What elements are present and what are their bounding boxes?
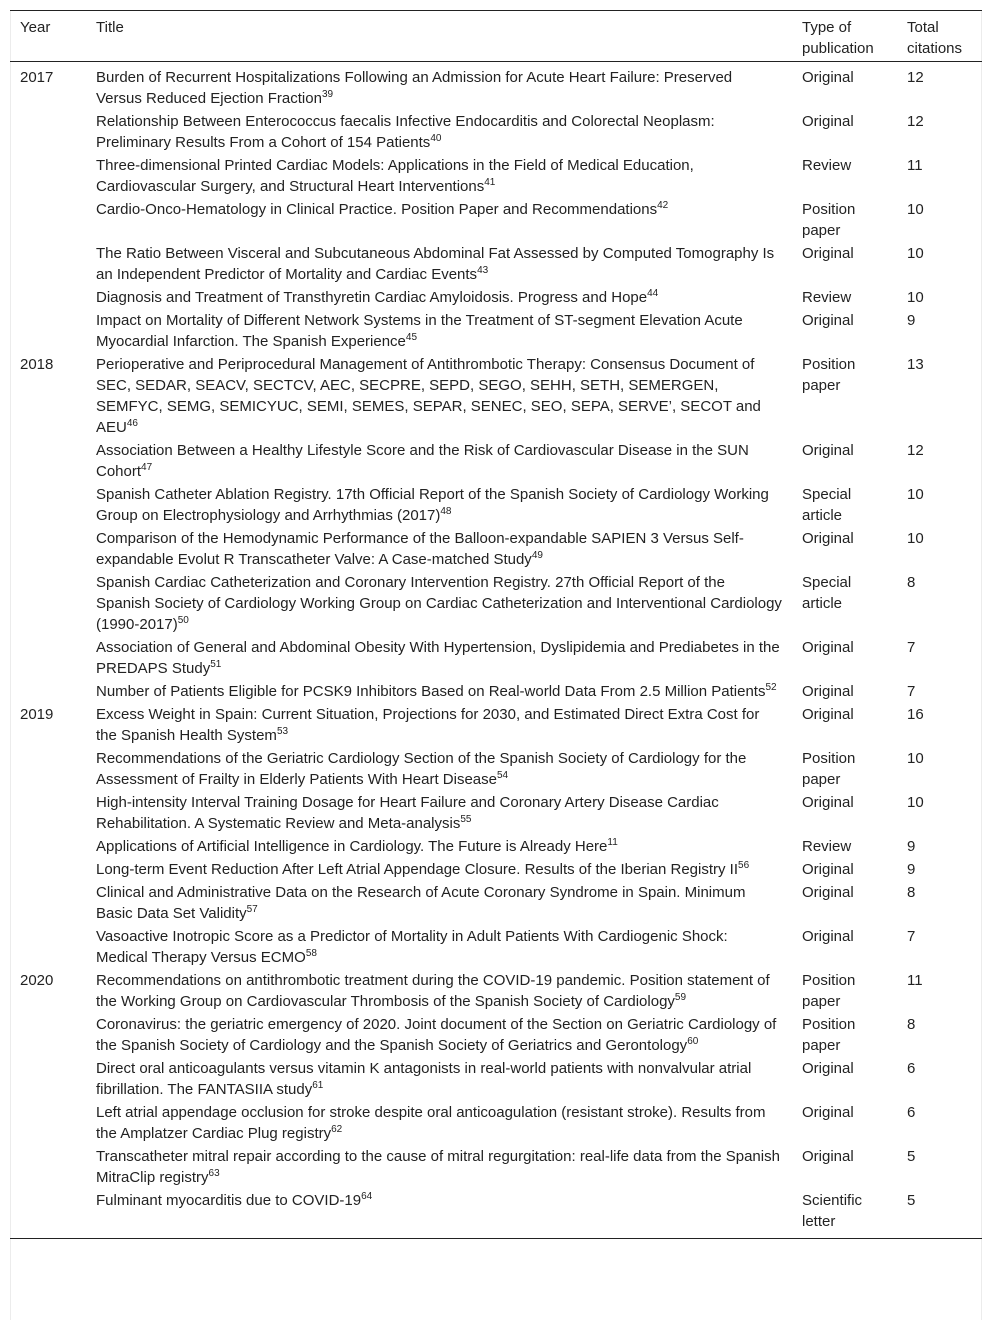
title-text: Left atrial appendage occlusion for stroke despite oral anticoagulation (resistant stroke). Results from the Amplatzer Cardiac Plug registry [96,1104,766,1142]
cell-type: Special article [802,486,852,524]
title-text: Coronavirus: the geriatric emergency of 2020. Joint document of the Section on Geriatric Cardiology of the Spanish Society of Cardiology and the Spanish Society of Geriatrics and Gerontology [96,1016,777,1054]
cell-citations: 12 [907,69,924,86]
reference-number: 42 [657,200,669,211]
cell-title [86,636,792,680]
cell-citations: 8 [907,574,916,591]
cell-citations: 8 [907,1016,916,1033]
table-row [10,835,982,858]
table-row [10,680,982,703]
reference-number: 55 [460,814,472,825]
cell-citations: 9 [907,312,916,329]
reference-number: 51 [210,659,222,670]
header-title: Title [86,11,792,62]
cell-citations: 10 [907,530,924,547]
table-row [10,198,982,242]
title-text: Relationship Between Enterococcus faecalis Infective Endocarditis and Colorectal Neoplasm: Preliminary Results From a Cohort of 154 Patients [96,113,715,151]
cell-title [86,680,792,703]
cell-year [10,286,86,309]
title-text: High-intensity Interval Training Dosage for Heart Failure and Coronary Artery Disease Cardiac Rehabilitation. A Systematic Review and Meta-analysis [96,794,719,832]
cell-year [10,198,86,242]
table-row [10,527,982,571]
table-row [10,925,982,969]
header-citations: Total citations [897,11,982,62]
table-body [10,62,982,1239]
cell-year [10,636,86,680]
title-text: Vasoactive Inotropic Score as a Predictor of Mortality in Adult Patients With Cardiogenic Shock: Medical Therapy Versus ECMO [96,928,728,966]
table-row [10,571,982,636]
reference-number: 61 [312,1080,324,1091]
table-row [10,858,982,881]
cell-year [10,881,86,925]
table-row [10,1013,982,1057]
cell-type: Original [802,794,854,811]
citations-table [10,10,982,1239]
reference-number: 64 [361,1191,373,1202]
cell-title [86,571,792,636]
cell-type: Position paper [802,1016,856,1054]
cell-type: Original [802,69,854,86]
table-row [10,969,982,1013]
cell-type: Original [802,861,854,878]
cell-title [86,286,792,309]
reference-number: 56 [738,860,750,871]
reference-number: 57 [246,904,258,915]
header-row [10,11,982,62]
cell-year [10,835,86,858]
cell-type: Special article [802,574,852,612]
cell-year [10,925,86,969]
cell-type: Original [802,312,854,329]
cell-citations: 10 [907,245,924,262]
cell-year [10,483,86,527]
title-text: Number of Patients Eligible for PCSK9 Inhibitors Based on Real-world Data From 2.5 Million Patients [96,683,766,700]
reference-number: 60 [687,1036,699,1047]
reference-number: 53 [276,726,289,737]
cell-title [86,703,792,747]
title-text: Spanish Cardiac Catheterization and Coronary Intervention Registry. 27th Official Report of the Spanish Society of Cardiology Working Group on Cardiac Catheterization and Interventional Cardiology (1990-2017) [96,574,782,633]
header-type: Type of publication [792,11,897,62]
reference-number: 59 [674,992,687,1003]
table-row [10,1101,982,1145]
reference-number: 52 [765,682,777,693]
title-text: The Ratio Between Visceral and Subcutaneous Abdominal Fat Assessed by Computed Tomography Is an Independent Predictor of Mortality and Cardiac Events [96,245,775,283]
cell-citations: 11 [907,157,923,174]
cell-type: Original [802,706,854,723]
cell-year: 2018 [20,356,54,373]
cell-year [10,680,86,703]
cell-title [86,62,792,111]
cell-type: Original [802,1104,854,1121]
cell-citations: 12 [907,442,924,459]
cell-year [10,1013,86,1057]
cell-citations: 10 [907,201,924,218]
title-text: Fulminant myocarditis due to COVID-19 [96,1192,362,1209]
table-row [10,110,982,154]
reference-number: 11 [607,837,618,848]
cell-year: 2020 [20,972,54,989]
cell-citations: 6 [907,1060,916,1077]
title-text: Burden of Recurrent Hospitalizations Following an Admission for Acute Heart Failure: Preserved Versus Reduced Ejection Fraction [96,69,733,107]
cell-type: Position paper [802,972,856,1010]
cell-citations: 10 [907,289,924,306]
reference-number: 47 [141,462,153,473]
reference-number: 54 [496,770,509,781]
cell-citations: 10 [907,794,924,811]
cell-type: Original [802,442,854,459]
cell-type: Review [802,289,852,306]
cell-title [86,527,792,571]
table-row [10,1057,982,1101]
cell-citations: 9 [907,838,916,855]
cell-title [86,969,792,1013]
reference-number: 48 [440,506,452,517]
reference-number: 62 [331,1124,343,1135]
cell-year [10,527,86,571]
cell-title [86,1101,792,1145]
title-text: Association of General and Abdominal Obesity With Hypertension, Dyslipidemia and Prediabetes in the PREDAPS Study [96,639,780,677]
cell-citations: 10 [907,486,924,503]
table-row [10,483,982,527]
cell-type: Original [802,683,854,700]
title-text: Applications of Artificial Intelligence in Cardiology. The Future is Already Here [96,838,608,855]
header-year: Year [10,11,86,62]
cell-title [86,1145,792,1189]
table-row [10,703,982,747]
title-text: Impact on Mortality of Different Network Systems in the Treatment of ST-segment Elevation Acute Myocardial Infarction. The Spanish Experience [96,312,743,350]
title-text: Direct oral anticoagulants versus vitamin K antagonists in real-world patients with nonvalvular atrial fibrillation. The FANTASIIA study [96,1060,752,1098]
table-row [10,286,982,309]
reference-number: 43 [477,265,489,276]
cell-title [86,881,792,925]
table-row [10,1145,982,1189]
reference-number: 58 [305,948,317,959]
cell-year [10,791,86,835]
cell-title [86,353,792,439]
reference-number: 44 [647,288,659,299]
cell-type: Original [802,245,854,262]
cell-title [86,858,792,881]
cell-citations: 7 [907,928,916,945]
cell-type: Original [802,1148,854,1165]
cell-citations: 12 [907,113,924,130]
cell-citations: 7 [907,683,916,700]
cell-year [10,1145,86,1189]
table-header [10,11,982,62]
table-row [10,747,982,791]
cell-title [86,1013,792,1057]
cell-title [86,154,792,198]
cell-year: 2019 [20,706,54,723]
table-row [10,881,982,925]
cell-citations: 10 [907,750,924,767]
cell-year [10,309,86,353]
table-row [10,636,982,680]
table-row [10,62,982,111]
cell-year [10,242,86,286]
cell-year [10,110,86,154]
cell-title [86,439,792,483]
cell-type: Original [802,530,854,547]
reference-number: 46 [126,418,138,429]
table-row [10,791,982,835]
cell-title [86,309,792,353]
title-text: Spanish Catheter Ablation Registry. 17th Official Report of the Spanish Society of Cardiology Working Group on Electrophysiology and Arrhythmias (2017) [96,486,769,524]
title-text: Recommendations on antithrombotic treatment during the COVID-19 pandemic. Position statement of the Working Group on Cardiovascular Thrombosis of the Spanish Society of Cardiology [96,972,770,1010]
reference-number: 40 [430,133,442,144]
cell-type: Position paper [802,201,856,239]
cell-type: Position paper [802,356,856,394]
cell-year [10,154,86,198]
cell-title [86,483,792,527]
table-row [10,309,982,353]
cell-citations: 6 [907,1104,916,1121]
cell-type: Position paper [802,750,856,788]
reference-number: 41 [484,177,496,188]
table-row [10,154,982,198]
cell-title [86,925,792,969]
cell-type: Scientific letter [802,1192,863,1230]
table-row [10,353,982,439]
cell-type: Original [802,1060,854,1077]
cell-citations: 8 [907,884,916,901]
cell-citations: 13 [907,356,924,373]
cell-type: Original [802,884,854,901]
cell-title [86,110,792,154]
title-text: Long-term Event Reduction After Left Atrial Appendage Closure. Results of the Iberian Registry II [96,861,739,878]
cell-title [86,1189,792,1239]
cell-year [10,1057,86,1101]
reference-number: 50 [177,615,189,626]
cell-year: 2017 [20,69,54,86]
cell-citations: 11 [907,972,923,989]
cell-year [10,747,86,791]
table-row [10,439,982,483]
cell-type: Original [802,113,854,130]
cell-year [10,1101,86,1145]
title-text: Diagnosis and Treatment of Transthyretin Cardiac Amyloidosis. Progress and Hope [96,289,648,306]
title-text: Recommendations of the Geriatric Cardiology Section of the Spanish Society of Cardiology for the Assessment of Frailty in Elderly Patients With Heart Disease [96,750,747,788]
table-row [10,1189,982,1239]
title-text: Cardio-Onco-Hematology in Clinical Practice. Position Paper and Recommendations [96,201,658,218]
cell-title [86,791,792,835]
cell-year [10,858,86,881]
cell-citations: 9 [907,861,916,878]
cell-citations: 5 [907,1148,916,1165]
title-text: Three-dimensional Printed Cardiac Models: Applications in the Field of Medical Education, Cardiovascular Surgery, and Structural Heart Interventions [96,157,694,195]
cell-year [10,439,86,483]
title-text: Association Between a Healthy Lifestyle Score and the Risk of Cardiovascular Disease in the SUN Cohort [96,442,749,480]
cell-title [86,242,792,286]
title-text: Perioperative and Periprocedural Management of Antithrombotic Therapy: Consensus Document of SEC, SEDAR, SEACV, SECTCV, AEC, SECPRE, SEPD, SEGO, SEHH, SETH, SEMERGEN, SEMFYC, SEMG, SEMICYUC, SEMI, SEMES, SEPAR, SENEC, SEO, SEPA, SERVE’, SECOT and AEU [96,356,761,436]
cell-type: Original [802,639,854,656]
cell-type: Original [802,928,854,945]
reference-number: 39 [321,89,334,100]
reference-number: 63 [208,1168,220,1179]
title-text: Transcatheter mitral repair according to the cause of mitral regurgitation: real-life data from the Spanish MitraClip registry [96,1148,780,1186]
cell-citations: 16 [907,706,924,723]
cell-year [10,571,86,636]
cell-citations: 5 [907,1192,916,1209]
cell-citations: 7 [907,639,916,656]
title-text: Clinical and Administrative Data on the Research of Acute Coronary Syndrome in Spain. Minimum Basic Data Set Validity [96,884,746,922]
cell-type: Review [802,157,852,174]
reference-number: 49 [531,550,543,561]
cell-year [10,1189,86,1239]
cell-title [86,1057,792,1101]
reference-number: 45 [405,332,418,343]
cell-type: Review [802,838,852,855]
cell-title [86,747,792,791]
title-text: Comparison of the Hemodynamic Performance of the Balloon-expandable SAPIEN 3 Versus Self-expandable Evolut R Transcatheter Valve: A Case-matched Study [96,530,744,568]
cell-title [86,198,792,242]
title-text: Excess Weight in Spain: Current Situation, Projections for 2030, and Estimated Direct Extra Cost for the Spanish Health System [96,706,760,744]
table-row [10,242,982,286]
cell-title [86,835,792,858]
